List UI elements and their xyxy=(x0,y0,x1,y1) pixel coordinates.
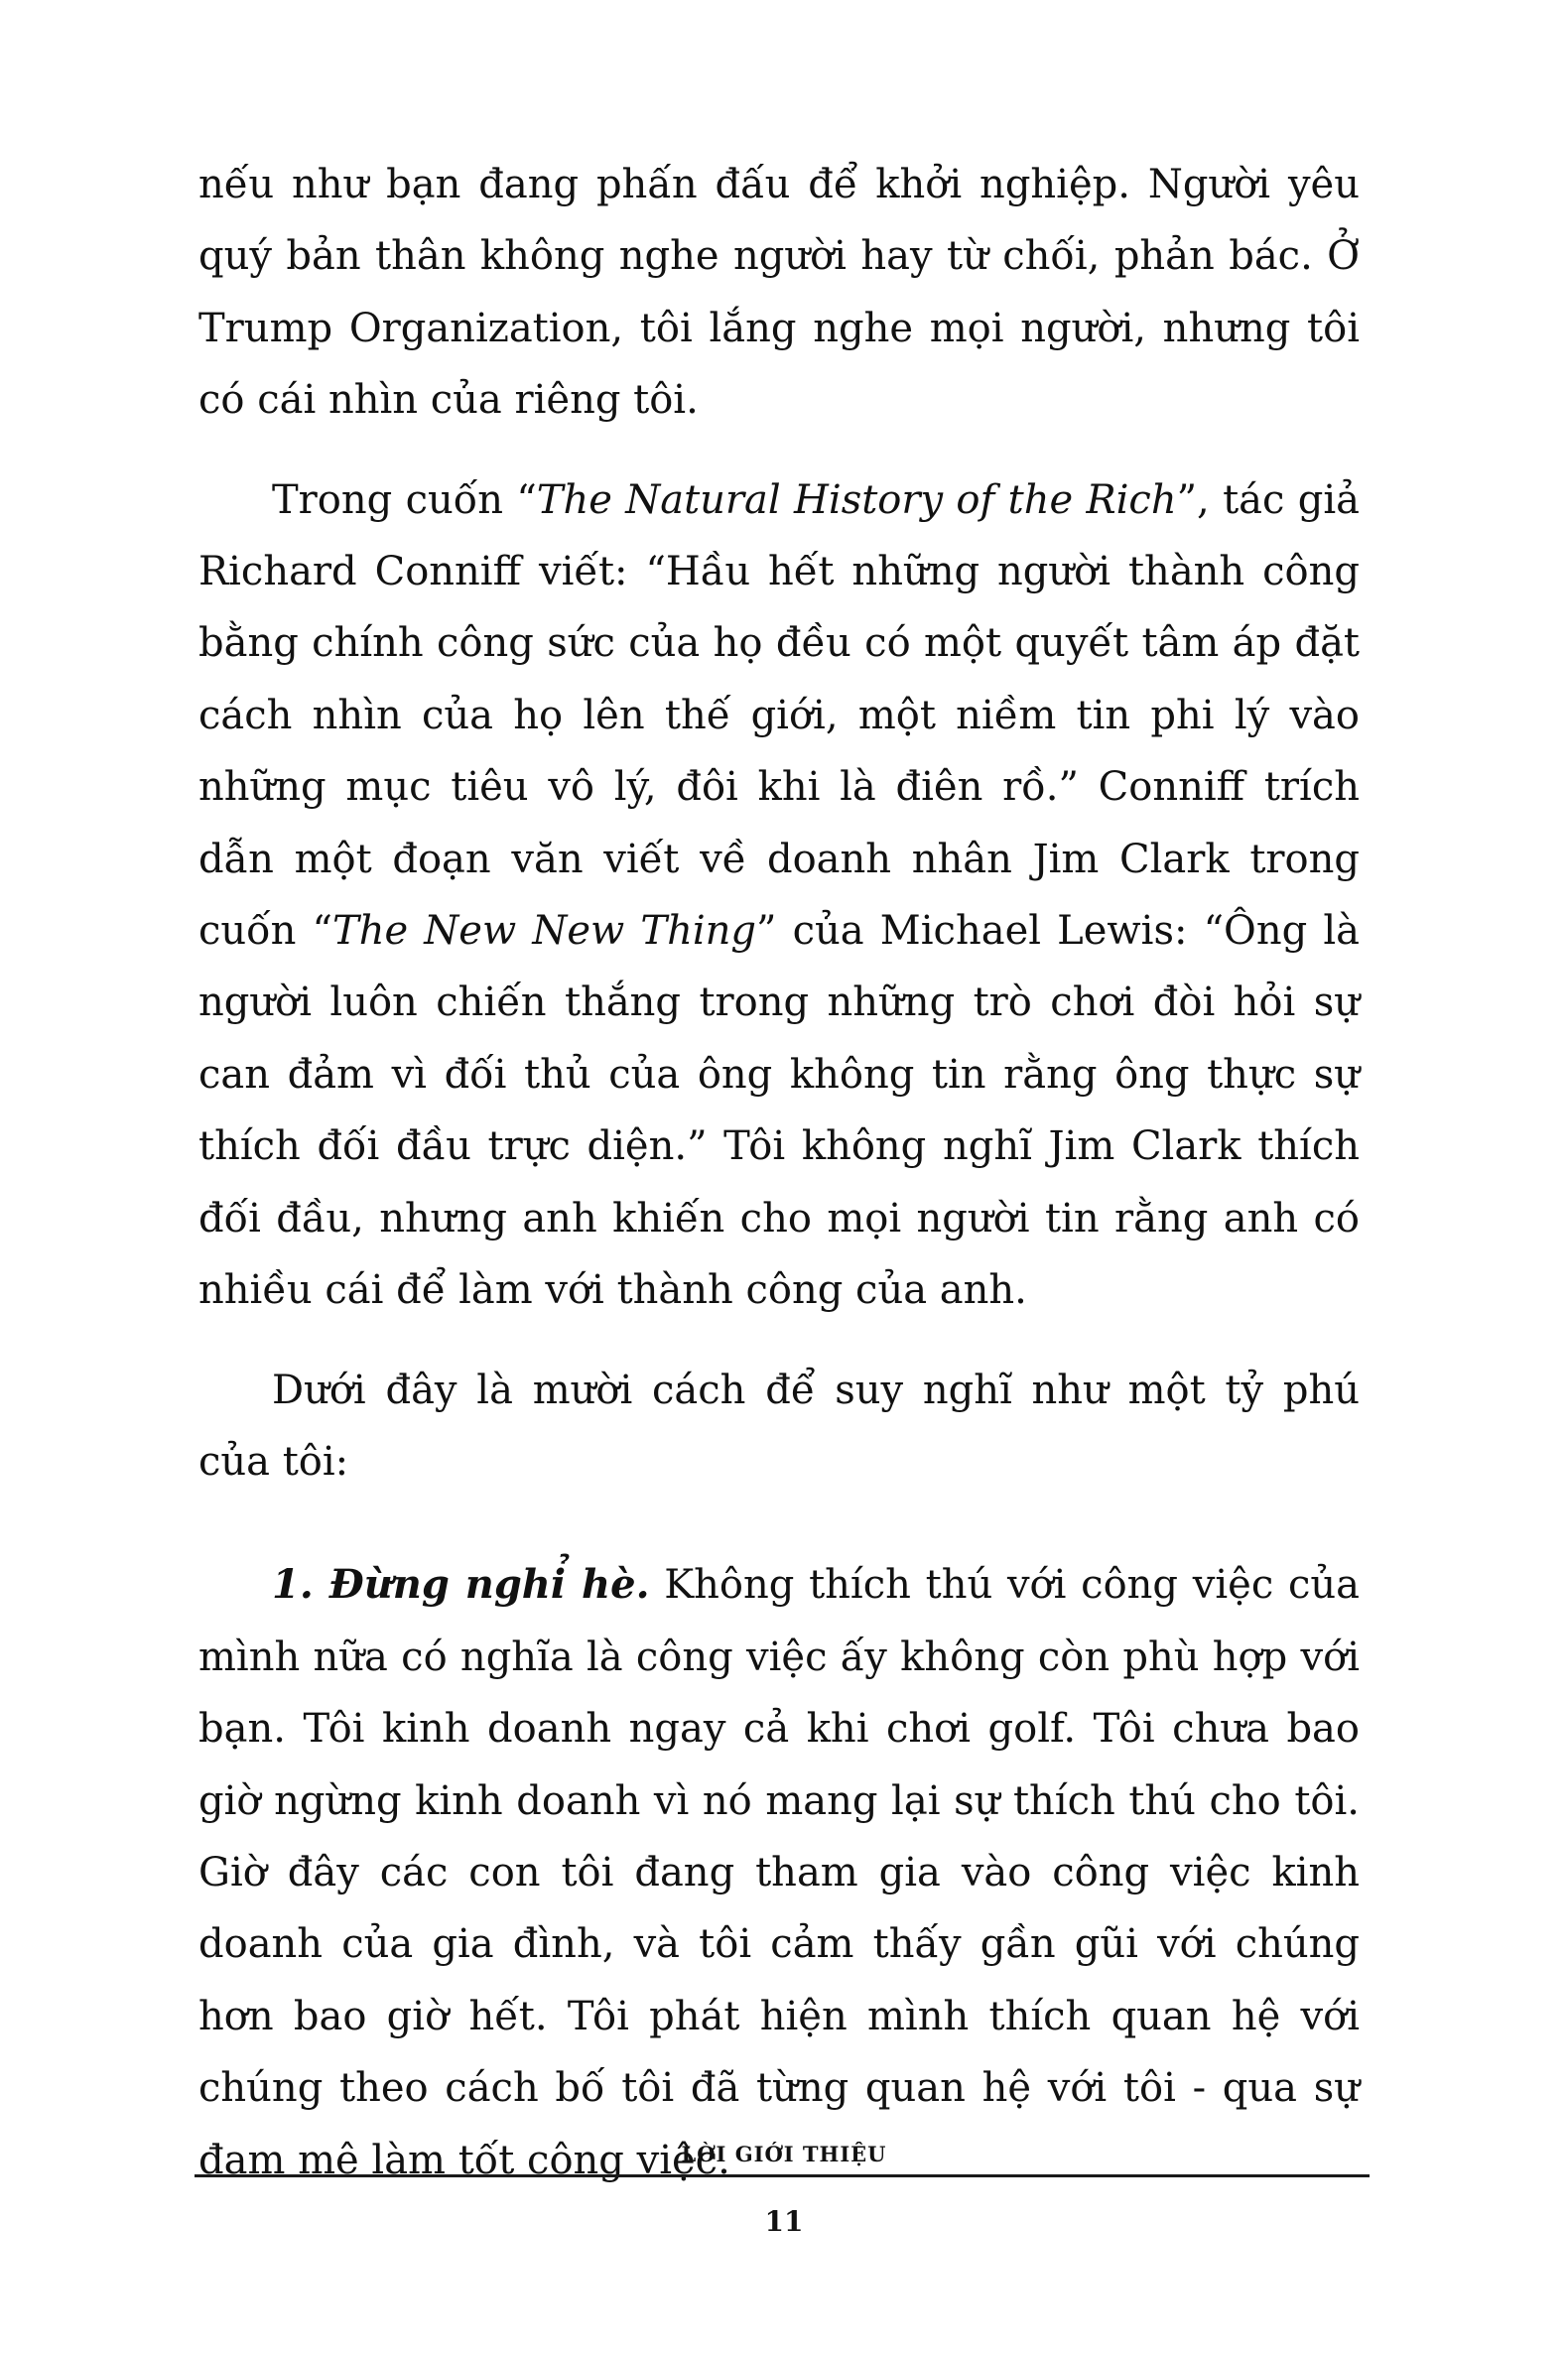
paragraph-text: ” của Michael Lewis: “Ông là người luôn chiến thắng trong những trò chơi đòi hỏi sự can đảm vì đối thủ của ông không tin rằng ông thực sự thích đối đầu trực diện.” Tôi không nghĩ Jim Clark thích đối đầu, nhưng anh khiến cho mọi người tin rằng anh có nhiều cái để làm với thành công của anh. xyxy=(198,908,1361,1314)
page-number: 11 xyxy=(764,2205,804,2238)
book-title: The Natural History of the Rich xyxy=(536,476,1177,523)
list-item-1 xyxy=(198,1549,1360,2196)
paragraph-continuation: nếu như bạn đang phấn đấu để khởi nghiệp. Người yêu quý bản thân không nghe người hay từ chối, phản bác. Ở Trump Organization, tôi lắng nghe mọi người, nhưng tôi có cái nhìn của riêng tôi. xyxy=(198,162,1360,424)
paragraph-text: Trong cuốn “ xyxy=(272,476,537,523)
running-footer-title: LỜI GIỚI THIỆU xyxy=(681,2142,887,2166)
list-item-heading: 1. Đừng nghỉ hè. xyxy=(272,1561,650,1609)
footer-divider xyxy=(195,2174,1370,2177)
body-text xyxy=(198,149,1360,2196)
book-title: The New New Thing xyxy=(332,908,757,955)
paragraph-text: ”, tác giả Richard Conniff viết: “Hầu hết những người thành công bằng chính công sức của họ đều có một quyết tâm áp đặt cách nhìn của họ lên thế giới, một niềm tin phi lý vào những mục tiêu vô lý, đôi khi là điên rồ.” Conniff trích dẫn một đoạn văn viết về doanh nhân Jim Clark trong cuốn “ xyxy=(198,476,1360,955)
list-item-text: Không thích thú với công việc của mình nữa có nghĩa là công việc ấy không còn phù hợp với bạn. Tôi kinh doanh ngay cả khi chơi golf. Tôi chưa bao giờ ngừng kinh doanh vì nó mang lại sự thích thú cho tôi. Giờ đây các con tôi đang tham gia vào công việc kinh doanh của gia đình, và tôi cảm thấy gần gũi với chúng hơn bao giờ hết. Tôi phát hiện mình thích quan hệ với chúng theo cách bố tôi đã từng quan hệ với tôi - qua sự đam mê làm tốt công việc. xyxy=(198,1562,1360,2183)
paragraph-list-intro: Dưới đây là mười cách để suy nghĩ như một tỷ phú của tôi: xyxy=(198,1367,1360,1485)
paragraph-conniff-quote xyxy=(198,464,1360,1327)
